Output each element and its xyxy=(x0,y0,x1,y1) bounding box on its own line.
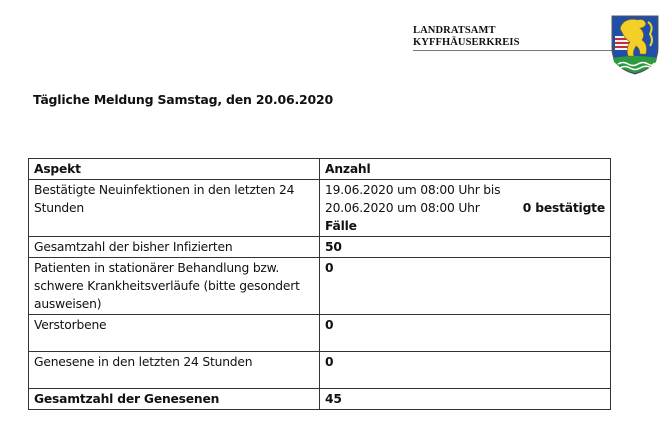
row-aspect: Verstorbene xyxy=(29,315,320,352)
table-row xyxy=(29,315,611,352)
row-aspect: Patienten in stationärer Behandlung bzw. schwere Krankheitsverläufe (bitte gesondert ausweisen) xyxy=(29,258,320,315)
page-title: Tägliche Meldung Samstag, den 20.06.2020 xyxy=(33,92,333,107)
row-value: 50 xyxy=(320,237,611,258)
header-count: Anzahl xyxy=(320,159,611,180)
cases-label: Fälle xyxy=(325,219,357,233)
row-aspect: Gesamtzahl der Genesenen xyxy=(29,389,320,410)
row-aspect: Bestätigte Neuinfektionen in den letzten 24 Stunden xyxy=(29,180,320,237)
table-row xyxy=(29,180,611,237)
period-start: 19.06.2020 um 08:00 Uhr bis xyxy=(325,183,501,197)
header-aspect: Aspekt xyxy=(29,159,320,180)
table-row xyxy=(29,352,611,389)
table-row xyxy=(29,258,611,315)
table-header-row xyxy=(29,159,611,180)
row-aspect: Gesamtzahl der bisher Infizierten xyxy=(29,237,320,258)
row-value xyxy=(320,180,611,237)
row-value: 45 xyxy=(320,389,611,410)
row-value: 0 xyxy=(320,258,611,315)
letterhead xyxy=(413,25,520,49)
table-row xyxy=(29,389,611,410)
coat-of-arms-icon xyxy=(610,14,660,76)
header-rule xyxy=(413,50,618,51)
letterhead-line1: LANDRATSAMT xyxy=(413,25,496,36)
letterhead-line2: KYFFHÄUSERKREIS xyxy=(413,37,520,48)
table-row xyxy=(29,237,611,258)
row-value: 0 xyxy=(320,352,611,389)
confirmed-count: 0 bestätigte xyxy=(522,201,605,215)
report-table xyxy=(28,158,611,410)
period-end: 20.06.2020 um 08:00 Uhr xyxy=(325,201,480,215)
row-value: 0 xyxy=(320,315,611,352)
row-aspect: Genesene in den letzten 24 Stunden xyxy=(29,352,320,389)
